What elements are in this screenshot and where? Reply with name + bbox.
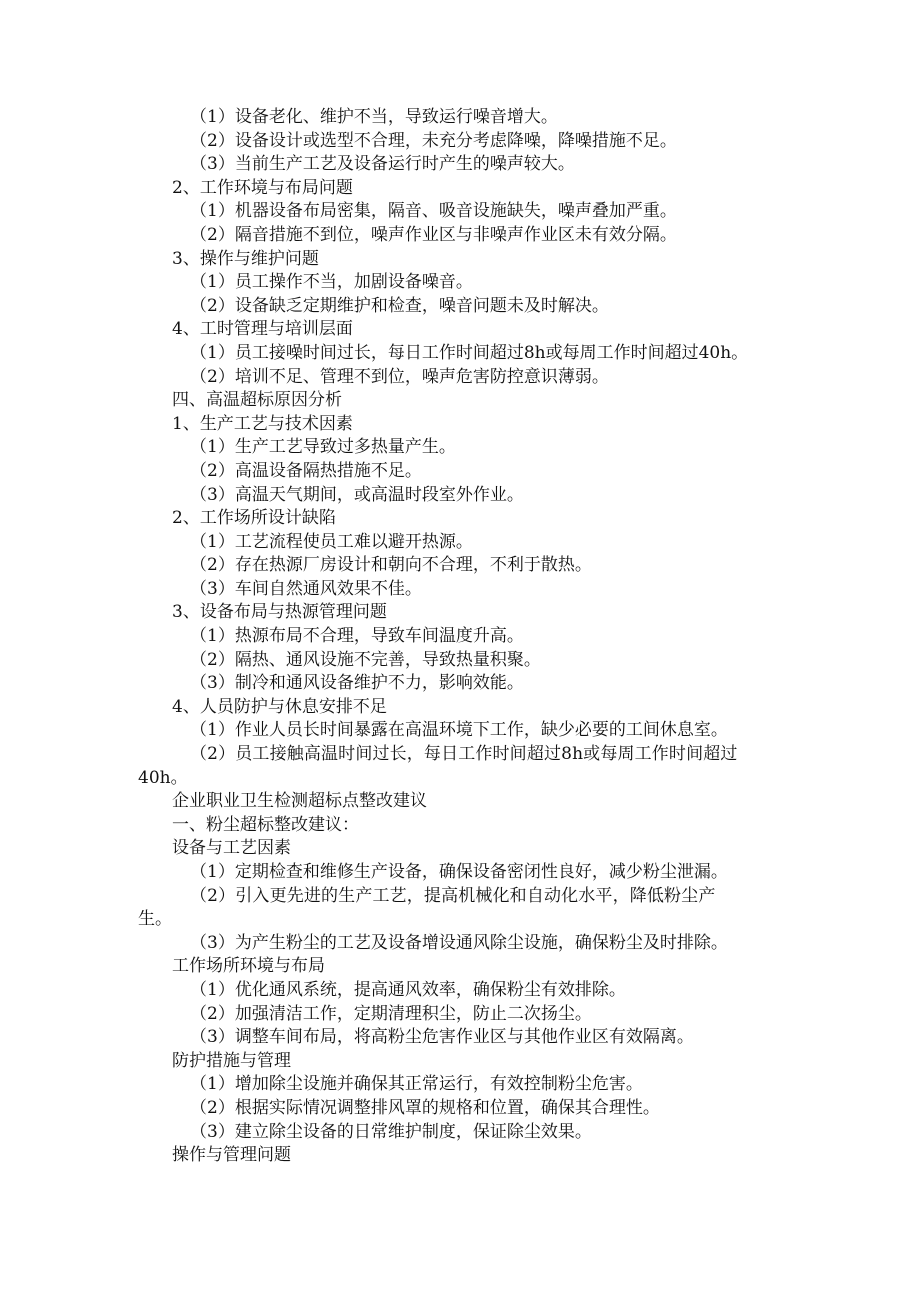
section-heading-noise-environment: 2、工作环境与布局问题: [172, 177, 353, 198]
list-item-noise-training: （2）培训不足、管理不到位，噪声危害防控意识薄弱。: [190, 366, 609, 387]
list-item-heat-excess-production: （1）生产工艺导致过多热量产生。: [190, 437, 456, 458]
document-page: [0, 106, 920, 1168]
list-item-heat-working-hours: （2）员工接触高温时间过长，每日工作时间超过8h或每周工作时间超过: [190, 744, 738, 765]
list-item-heat-long-exposure: （1）作业人员长时间暴露在高温环境下工作，缺少必要的工间休息室。: [190, 720, 728, 741]
list-item-noise-isolation: （2）隔音措施不到位，噪声作业区与非噪声作业区未有效分隔。: [190, 224, 677, 245]
section-heading-heat-personnel: 4、人员防护与休息安排不足: [172, 696, 387, 717]
list-item-heat-process-flow: （1）工艺流程使员工难以避开热源。: [190, 531, 473, 552]
list-item-noise-improper-operation: （1）员工操作不当，加剧设备噪音。: [190, 272, 473, 293]
list-item-heat-outdoor-work: （3）高温天气期间，或高温时段室外作业。: [190, 484, 524, 505]
list-item-dust-equipment-sealing: （1）定期检查和维修生产设备，确保设备密闭性良好，减少粉尘泄漏。: [190, 862, 728, 882]
list-item-noise-design-selection: （2）设备设计或选型不合理，未充分考虑降噪，降噪措施不足。: [190, 130, 677, 151]
section-heading-noise-working-hours: 4、工时管理与培训层面: [172, 319, 353, 340]
document-title-rectification: 企业职业卫生检测超标点整改建议: [172, 791, 427, 812]
list-item-dust-advanced-process: （2）引入更先进的生产工艺，提高机械化和自动化水平，降低粉尘产: [190, 885, 716, 906]
section-heading-heat-workplace-design: 2、工作场所设计缺陷: [172, 508, 336, 529]
section-heading-dust-workplace: 工作场所环境与布局: [172, 956, 325, 977]
section-heading-dust-protection: 防护措施与管理: [172, 1050, 291, 1071]
list-item-noise-maintenance: （2）设备缺乏定期维护和检查，噪音问题未及时解决。: [190, 295, 609, 316]
section-heading-dust-equipment-process: 设备与工艺因素: [172, 838, 291, 859]
list-item-heat-insulation: （2）高温设备隔热措施不足。: [190, 460, 422, 481]
section-heading-heat-process: 1、生产工艺与技术因素: [172, 413, 353, 434]
section-heading-noise-operation: 3、操作与维护问题: [172, 248, 319, 269]
list-item-dust-cleaning: （2）加强清洁工作，定期清理积尘，防止二次扬尘。: [190, 1003, 592, 1024]
list-item-noise-process-level: （3）当前生产工艺及设备运行时产生的噪声较大。: [190, 154, 575, 175]
list-item-noise-dense-layout: （1）机器设备布局密集，隔音、吸音设施缺失，噪声叠加严重。: [190, 201, 677, 222]
list-item-heat-accumulation: （2）隔热、通风设施不完善，导致热量积聚。: [190, 649, 541, 670]
list-item-heat-building-orientation: （2）存在热源厂房设计和朝向不合理，不利于散热。: [190, 555, 592, 576]
list-item-dust-exhaust-hood: （2）根据实际情况调整排风罩的规格和位置，确保其合理性。: [190, 1097, 660, 1118]
list-item-noise-equipment-aging: （1）设备老化、维护不当，导致运行噪音增大。: [190, 107, 558, 127]
list-item-dust-advanced-process-continued: 生。: [138, 909, 172, 930]
section-heading-dust-operation: 操作与管理问题: [172, 1145, 291, 1166]
chapter-heading-heat-analysis: 四、高温超标原因分析: [172, 390, 342, 411]
chapter-heading-dust-rectification: 一、粉尘超标整改建议：: [172, 814, 359, 835]
section-heading-heat-equipment-layout: 3、设备布局与热源管理问题: [172, 602, 387, 623]
list-item-heat-cooling-maintenance: （3）制冷和通风设备维护不力，影响效能。: [190, 673, 524, 694]
list-item-heat-source-layout: （1）热源布局不合理，导致车间温度升高。: [190, 626, 524, 647]
list-item-dust-maintenance-system: （3）建立除尘设备的日常维护制度，保证除尘效果。: [190, 1121, 592, 1142]
list-item-heat-working-hours-continued: 40h。: [138, 767, 188, 788]
list-item-heat-natural-ventilation: （3）车间自然通风效果不佳。: [190, 578, 422, 599]
list-item-noise-exposure-time: （1）员工接噪时间过长，每日工作时间超过8h或每周工作时间超过40h。: [190, 342, 749, 363]
list-item-dust-ventilation-facilities: （3）为产生粉尘的工艺及设备增设通风除尘设施，确保粉尘及时排除。: [190, 932, 728, 953]
list-item-dust-ventilation-system: （1）优化通风系统，提高通风效率，确保粉尘有效排除。: [190, 979, 626, 1000]
list-item-dust-removal-facilities: （1）增加除尘设施并确保其正常运行，有效控制粉尘危害。: [190, 1074, 643, 1095]
list-item-dust-layout-isolation: （3）调整车间布局，将高粉尘危害作业区与其他作业区有效隔离。: [190, 1027, 694, 1048]
